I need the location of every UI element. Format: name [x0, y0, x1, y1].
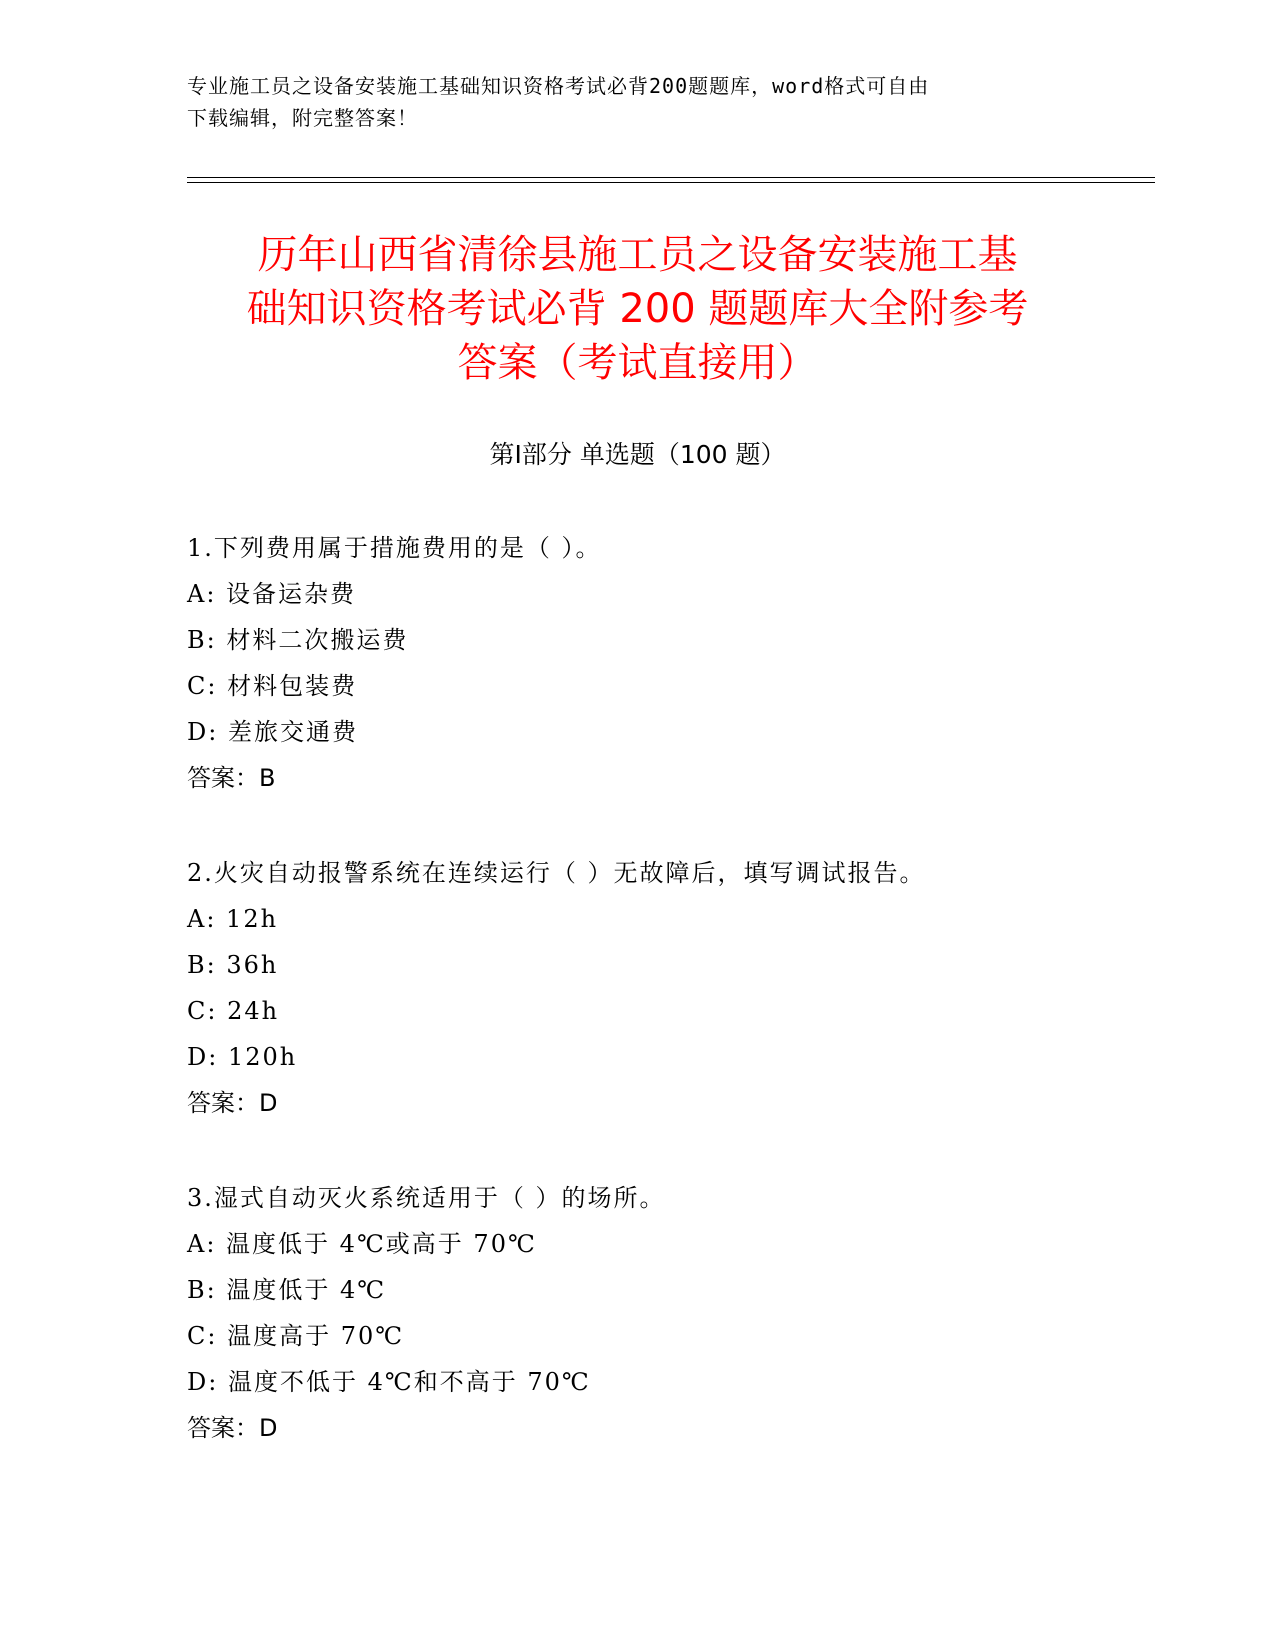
answer: 答案：D [187, 1089, 278, 1117]
option-b: B: 材料二次搬运费 [187, 626, 409, 654]
question-stem: 3.湿式自动灭火系统适用于（ ）的场所。 [187, 1184, 666, 1212]
option-d: D: 温度不低于 4℃和不高于 70℃ [187, 1368, 591, 1396]
document-title [150, 228, 1125, 390]
question-1 [187, 525, 1147, 801]
header-note-line-2: 下载编辑，附完整答案！ [187, 106, 418, 130]
document-title-line-1: 历年山西省清徐县施工员之设备安装施工基 [257, 232, 1018, 278]
option-b: B: 36h [187, 951, 279, 979]
header-divider-top [187, 177, 1155, 178]
document-title-line-3: 答案（考试直接用） [457, 340, 818, 386]
question-stem: 2.火灾自动报警系统在连续运行（ ）无故障后，填写调试报告。 [187, 859, 926, 887]
question-list [187, 525, 1147, 1500]
option-d: D: 差旅交通费 [187, 718, 358, 746]
option-c: C: 材料包装费 [187, 672, 358, 700]
header-note [187, 70, 1077, 134]
option-c: C: 温度高于 70℃ [187, 1322, 405, 1350]
answer: 答案：B [187, 764, 276, 792]
option-b: B: 温度低于 4℃ [187, 1276, 387, 1304]
header-divider-bottom [187, 182, 1155, 183]
answer: 答案：D [187, 1414, 278, 1442]
section-title: 第Ⅰ部分 单选题（100 题） [489, 440, 786, 469]
question-3 [187, 1175, 1147, 1451]
option-a: A: 温度低于 4℃或高于 70℃ [187, 1230, 537, 1258]
document-title-line-2: 础知识资格考试必背 200 题题库大全附参考 [246, 286, 1029, 332]
option-d: D: 120h [187, 1043, 298, 1071]
option-a: A: 12h [187, 905, 279, 933]
question-2 [187, 850, 1147, 1126]
question-stem: 1.下列费用属于措施费用的是（ ）。 [187, 534, 602, 562]
header-note-line-1: 专业施工员之设备安装施工基础知识资格考试必背200题题库，word格式可自由 [187, 74, 930, 98]
option-a: A: 设备运杂费 [187, 580, 357, 608]
option-c: C: 24h [187, 997, 280, 1025]
